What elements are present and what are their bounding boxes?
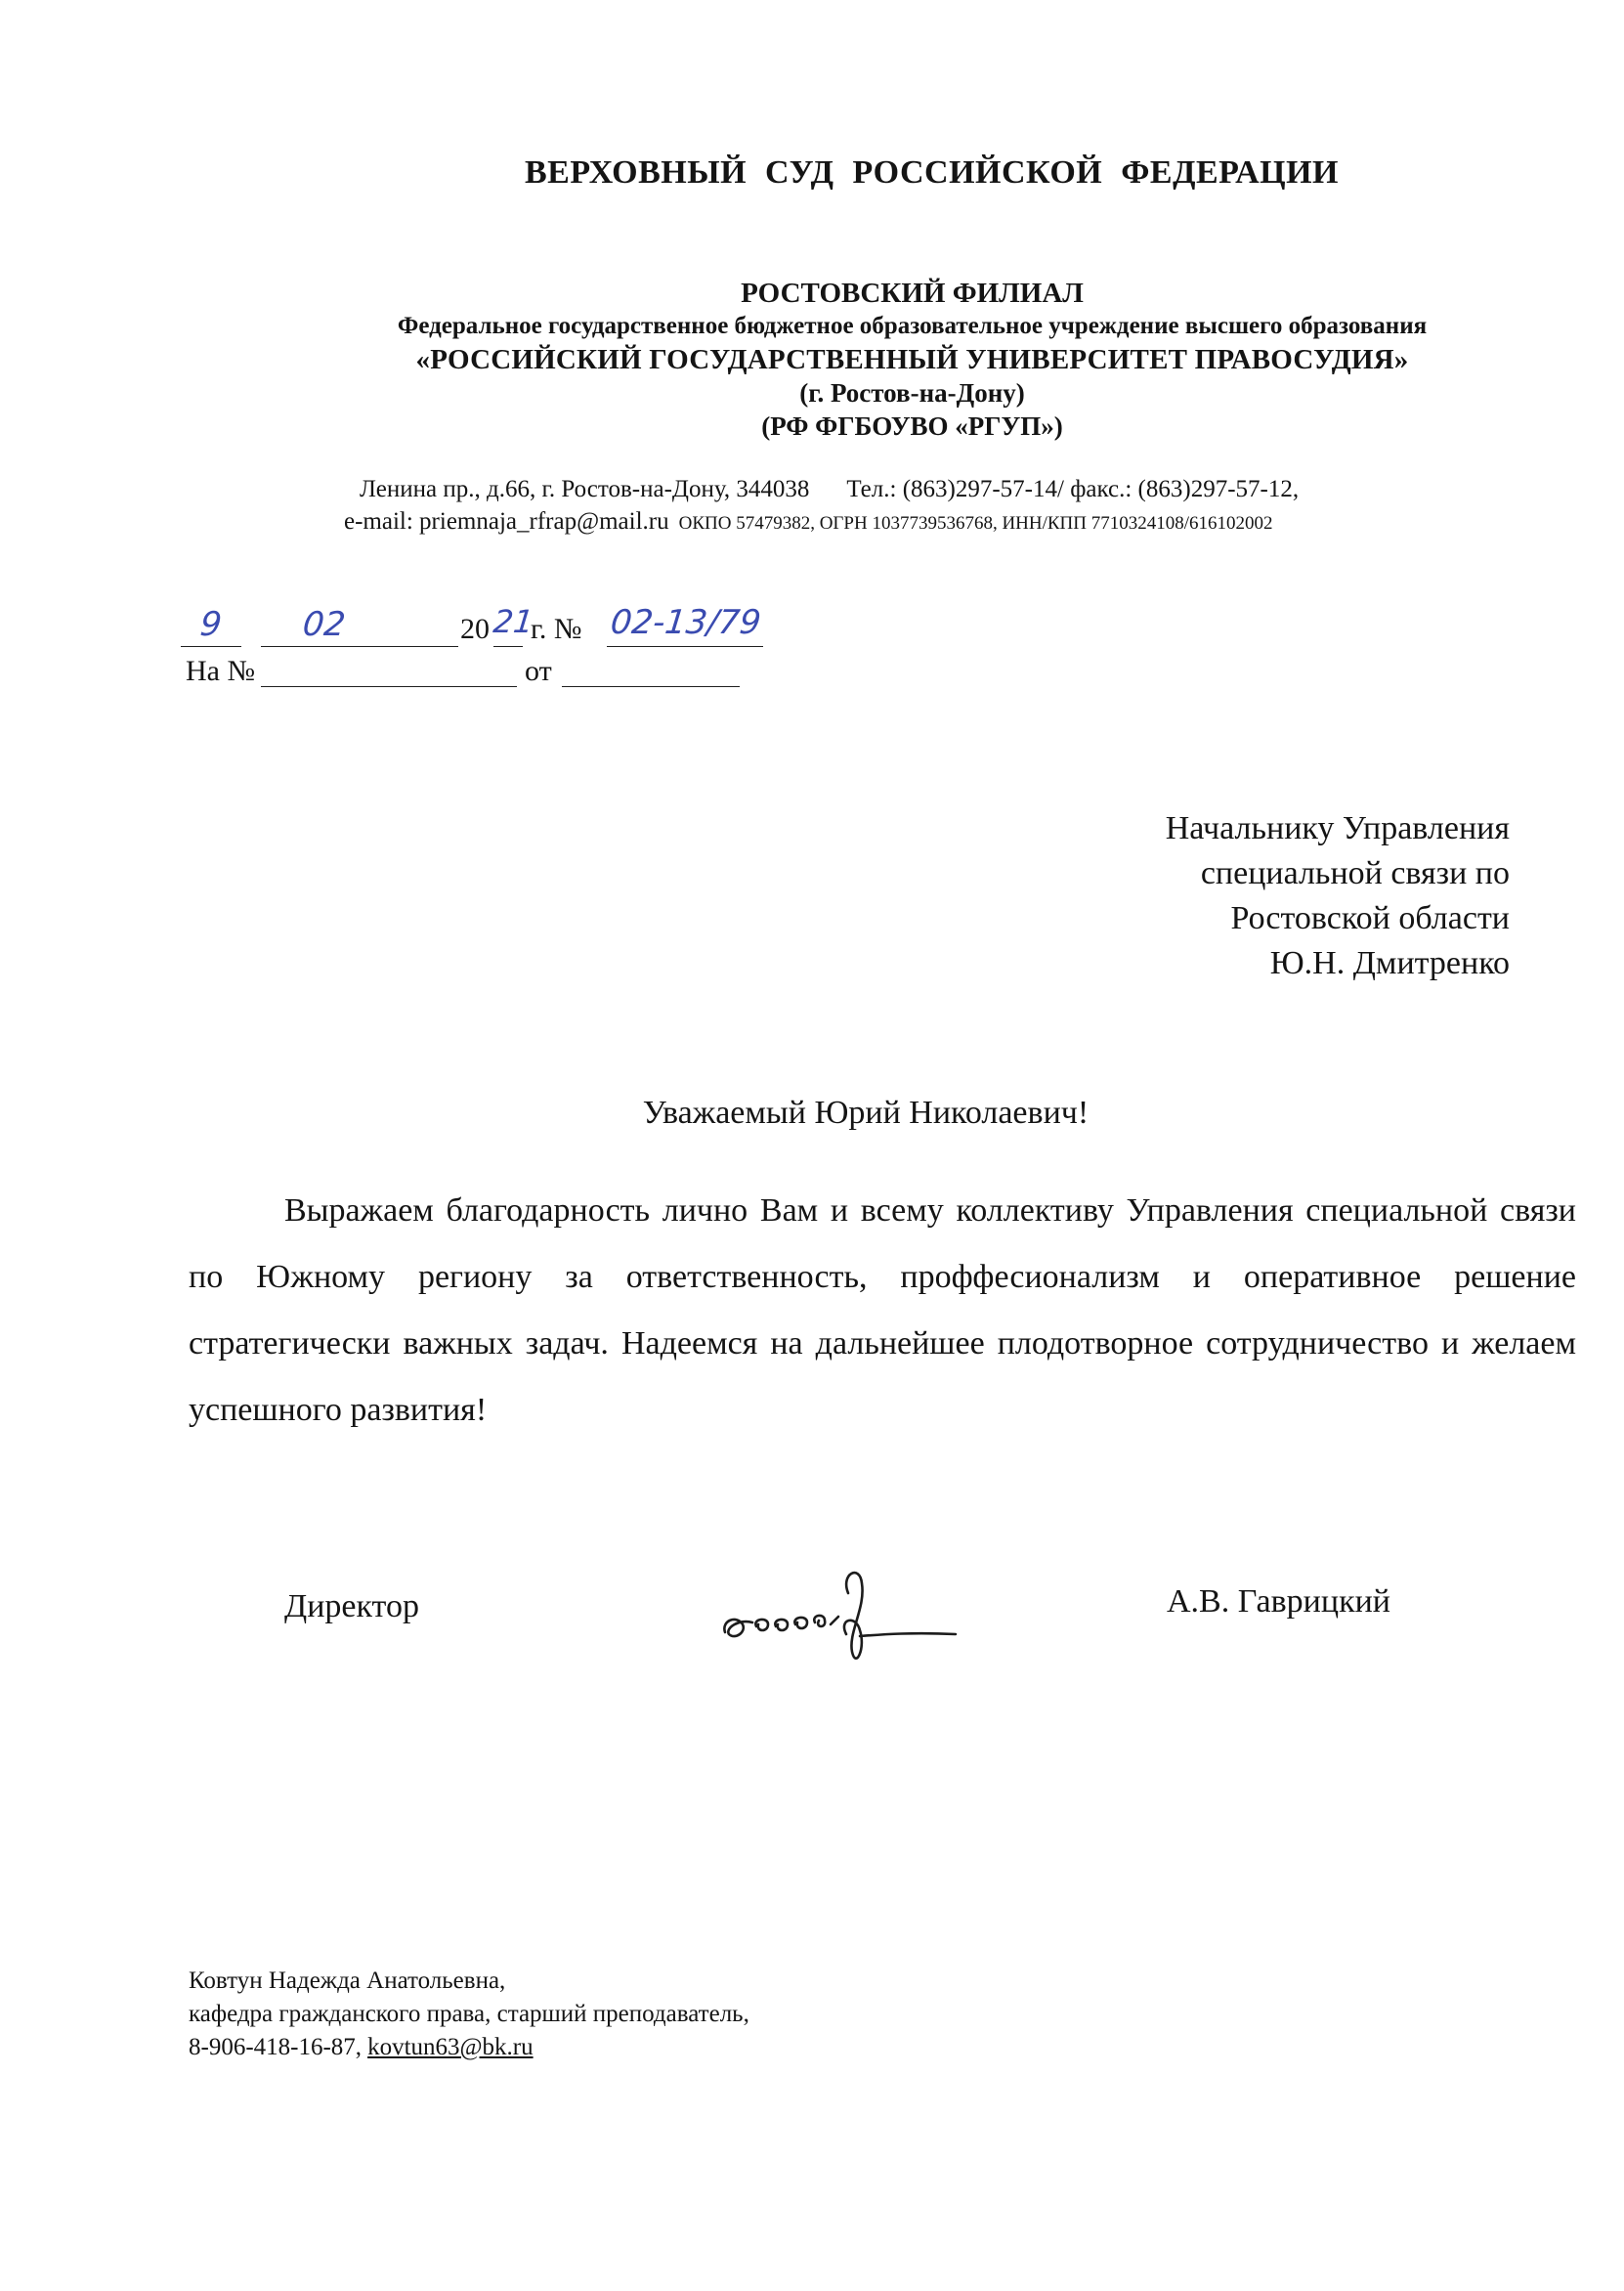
institution-city: (г. Ростов-на-Дону): [799, 378, 1025, 408]
addressee-name: Ю.Н. Дмитренко: [1269, 945, 1510, 981]
registry-codes: ОКПО 57479382, ОГРН 1037739536768, ИНН/КПП 7710324108/616102002: [678, 513, 1273, 534]
reply-label: На №: [186, 655, 256, 687]
institution-abbreviation: (РФ ФГБОУВО «РГУП»): [761, 411, 1063, 441]
reply-date-underline: [562, 686, 740, 687]
address-line: [360, 476, 1299, 503]
addressee-line: Ростовской области: [1230, 900, 1510, 936]
addressee-line: специальной связи по: [1200, 855, 1510, 891]
executor-role: кафедра гражданского права, старший преподаватель,: [189, 2001, 749, 2027]
executor-name: Ковтун Надежда Анатольевна,: [189, 1967, 506, 1994]
number-underline: [607, 646, 763, 647]
contacts-line: [344, 508, 1273, 536]
handwritten-month: 02: [300, 605, 348, 644]
outgoing-registration: [181, 603, 787, 650]
court-title: ВЕРХОВНЫЙ СУД РОССИЙСКОЙ ФЕДЕРАЦИИ: [524, 154, 1339, 191]
executor-email[interactable]: kovtun63@bk.ru: [367, 2034, 534, 2060]
salutation: Уважаемый Юрий Николаевич!: [642, 1095, 1090, 1131]
year-underline: [493, 646, 523, 647]
day-underline: [181, 646, 241, 647]
handwritten-day: 9: [197, 605, 224, 644]
executor-phone: 8-906-418-16-87,: [189, 2034, 363, 2060]
institution-header: [0, 277, 1624, 443]
postal-address: Ленина пр., д.66, г. Ростов-на-Дону, 344038: [360, 476, 810, 502]
phone-fax: Тел.: (863)297-57-14/ факс.: (863)297-57-12,: [846, 476, 1300, 502]
number-label: г. №: [531, 613, 582, 645]
letter-body: Выражаем благодарность лично Вам и всему коллективу Управления специальной связи по Южному региону за ответственность, проффесионализм и оперативное решение стратегически важных задач. Надеемся на дальнейшее плодотворное сотрудничество и желаем успешного развития!: [189, 1192, 1576, 1428]
executor-info: [189, 1965, 749, 2064]
reply-number-underline: [261, 686, 517, 687]
from-label: от: [525, 655, 552, 687]
addressee-block: [1166, 806, 1510, 986]
email-address: e-mail: priemnaja_rfrap@mail.ru: [344, 508, 669, 535]
addressee-line: Начальнику Управления: [1165, 810, 1510, 846]
handwritten-signature: [713, 1554, 967, 1681]
handwritten-number: 02-13/79: [608, 603, 763, 642]
handwritten-year: 21: [491, 603, 535, 640]
incoming-reference: [181, 653, 787, 692]
executor-contacts: [189, 2031, 749, 2064]
institution-name: «РОССИЙСКИЙ ГОСУДАРСТВЕННЫЙ УНИВЕРСИТЕТ ПРАВОСУДИЯ»: [415, 344, 1409, 375]
signatory-position: Директор: [284, 1588, 419, 1624]
branch-title: РОСТОВСКИЙ ФИЛИАЛ: [741, 278, 1084, 309]
year-prefix: 20: [460, 613, 490, 645]
signatory-name: А.В. Гаврицкий: [1167, 1583, 1390, 1620]
month-underline: [261, 646, 458, 647]
institution-type: Федеральное государственное бюджетное образовательное учреждение высшего образования: [397, 313, 1428, 339]
